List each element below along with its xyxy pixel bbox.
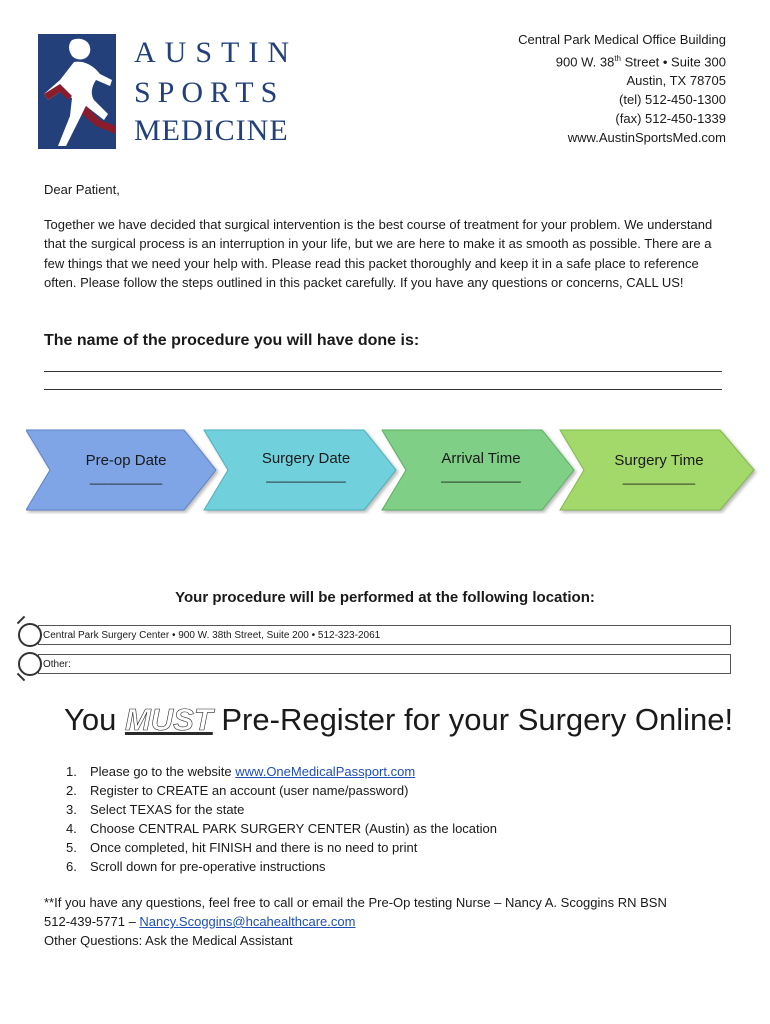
surgery-date-label: Surgery Date [261, 450, 351, 467]
nurse-phone-email-line: 512-439-5771 – Nancy.Scoggins@hcahealthcare.com [44, 914, 356, 929]
logo-word-austin: AUSTIN [134, 36, 298, 69]
letter-body [44, 180, 734, 308]
location-radio-1[interactable] [18, 623, 42, 647]
location-option-central-park[interactable] [38, 625, 731, 645]
city-line: Austin, TX 78705 [626, 73, 726, 89]
heading-prefix: You [64, 702, 125, 737]
step-item: 4. Choose CENTRAL PARK SURGERY CENTER (Austin) as the location [66, 821, 497, 836]
location-heading: Your procedure will be performed at the following location: [175, 589, 595, 606]
phone-line: (tel) 512-450-1300 [619, 92, 726, 108]
surgery-time-blank[interactable]: __________ [622, 470, 696, 485]
preregister-heading [64, 700, 733, 740]
runner-logo-mark [38, 34, 116, 149]
arrival-time-label: Arrival Time [441, 450, 521, 467]
pre-op-date-blank[interactable]: __________ [89, 470, 163, 485]
registration-steps [66, 762, 497, 876]
building-name: Central Park Medical Office Building [518, 32, 726, 47]
website-line: www.AustinSportsMed.com [567, 130, 726, 146]
arrival-time-blank[interactable]: ___________ [441, 468, 521, 483]
location-option-central-park-text: Central Park Surgery Center • 900 W. 38th Street, Suite 200 • 512-323-2061 [43, 630, 381, 641]
schedule-timeline [26, 426, 760, 514]
address-block [518, 30, 726, 147]
location-option-other[interactable] [38, 654, 731, 674]
heading-must: MUST [124, 702, 213, 737]
onemedicalpassport-link[interactable]: www.OneMedicalPassport.com [235, 764, 416, 779]
location-option-other-text: Other: [43, 659, 71, 670]
austin-sports-medicine-logo [38, 34, 313, 149]
contact-footer [44, 893, 667, 950]
surgery-time-label: Surgery Time [614, 452, 704, 469]
radio-1-tick-icon [17, 616, 25, 624]
step-item: 6. Scroll down for pre-operative instructions [66, 859, 326, 874]
intro-paragraph: Together we have decided that surgical intervention is the best course of treatment for your problem. We understand that the surgical process is an interruption in your life, but we are here to make it as smooth as possible. There are a few things that we need your help with. Please read this packet thoroughly and keep it in a safe place to reference often. Please follow the steps outlined in this packet carefully. If you have any questions or concerns, CALL US! [44, 217, 713, 290]
procedure-name-heading: The name of the procedure you will have done is: [44, 332, 420, 349]
logo-word-medicine: MEDICINE [134, 114, 289, 147]
logo-word-sports: SPORTS [134, 76, 285, 109]
pre-op-date-label: Pre-op Date [85, 452, 167, 469]
logo-wordmark [134, 34, 314, 149]
street-address: 900 W. 38th Street • Suite 300 [555, 54, 726, 70]
surgery-date-blank[interactable]: ___________ [266, 468, 346, 483]
nurse-contact-line: **If you have any questions, feel free to call or email the Pre-Op testing Nurse – Nancy A. Scoggins RN BSN [44, 895, 667, 910]
step-item: 5. Once completed, hit FINISH and there is no need to print [66, 840, 418, 855]
step-item: 3. Select TEXAS for the state [66, 802, 245, 817]
procedure-blank-line-1[interactable] [44, 371, 722, 372]
heading-suffix: Pre-Register for your Surgery Online! [212, 702, 734, 737]
other-questions-line: Other Questions: Ask the Medical Assistant [44, 933, 293, 948]
step-item: 2. Register to CREATE an account (user name/password) [66, 783, 409, 798]
salutation: Dear Patient, [44, 182, 120, 197]
fax-line: (fax) 512-450-1339 [615, 111, 726, 127]
procedure-blank-line-2[interactable] [44, 389, 722, 390]
nurse-email-link[interactable]: Nancy.Scoggins@hcahealthcare.com [139, 914, 356, 929]
step-item: 1. Please go to the website www.OneMedicalPassport.com [66, 764, 416, 779]
location-radio-2[interactable] [18, 652, 42, 676]
